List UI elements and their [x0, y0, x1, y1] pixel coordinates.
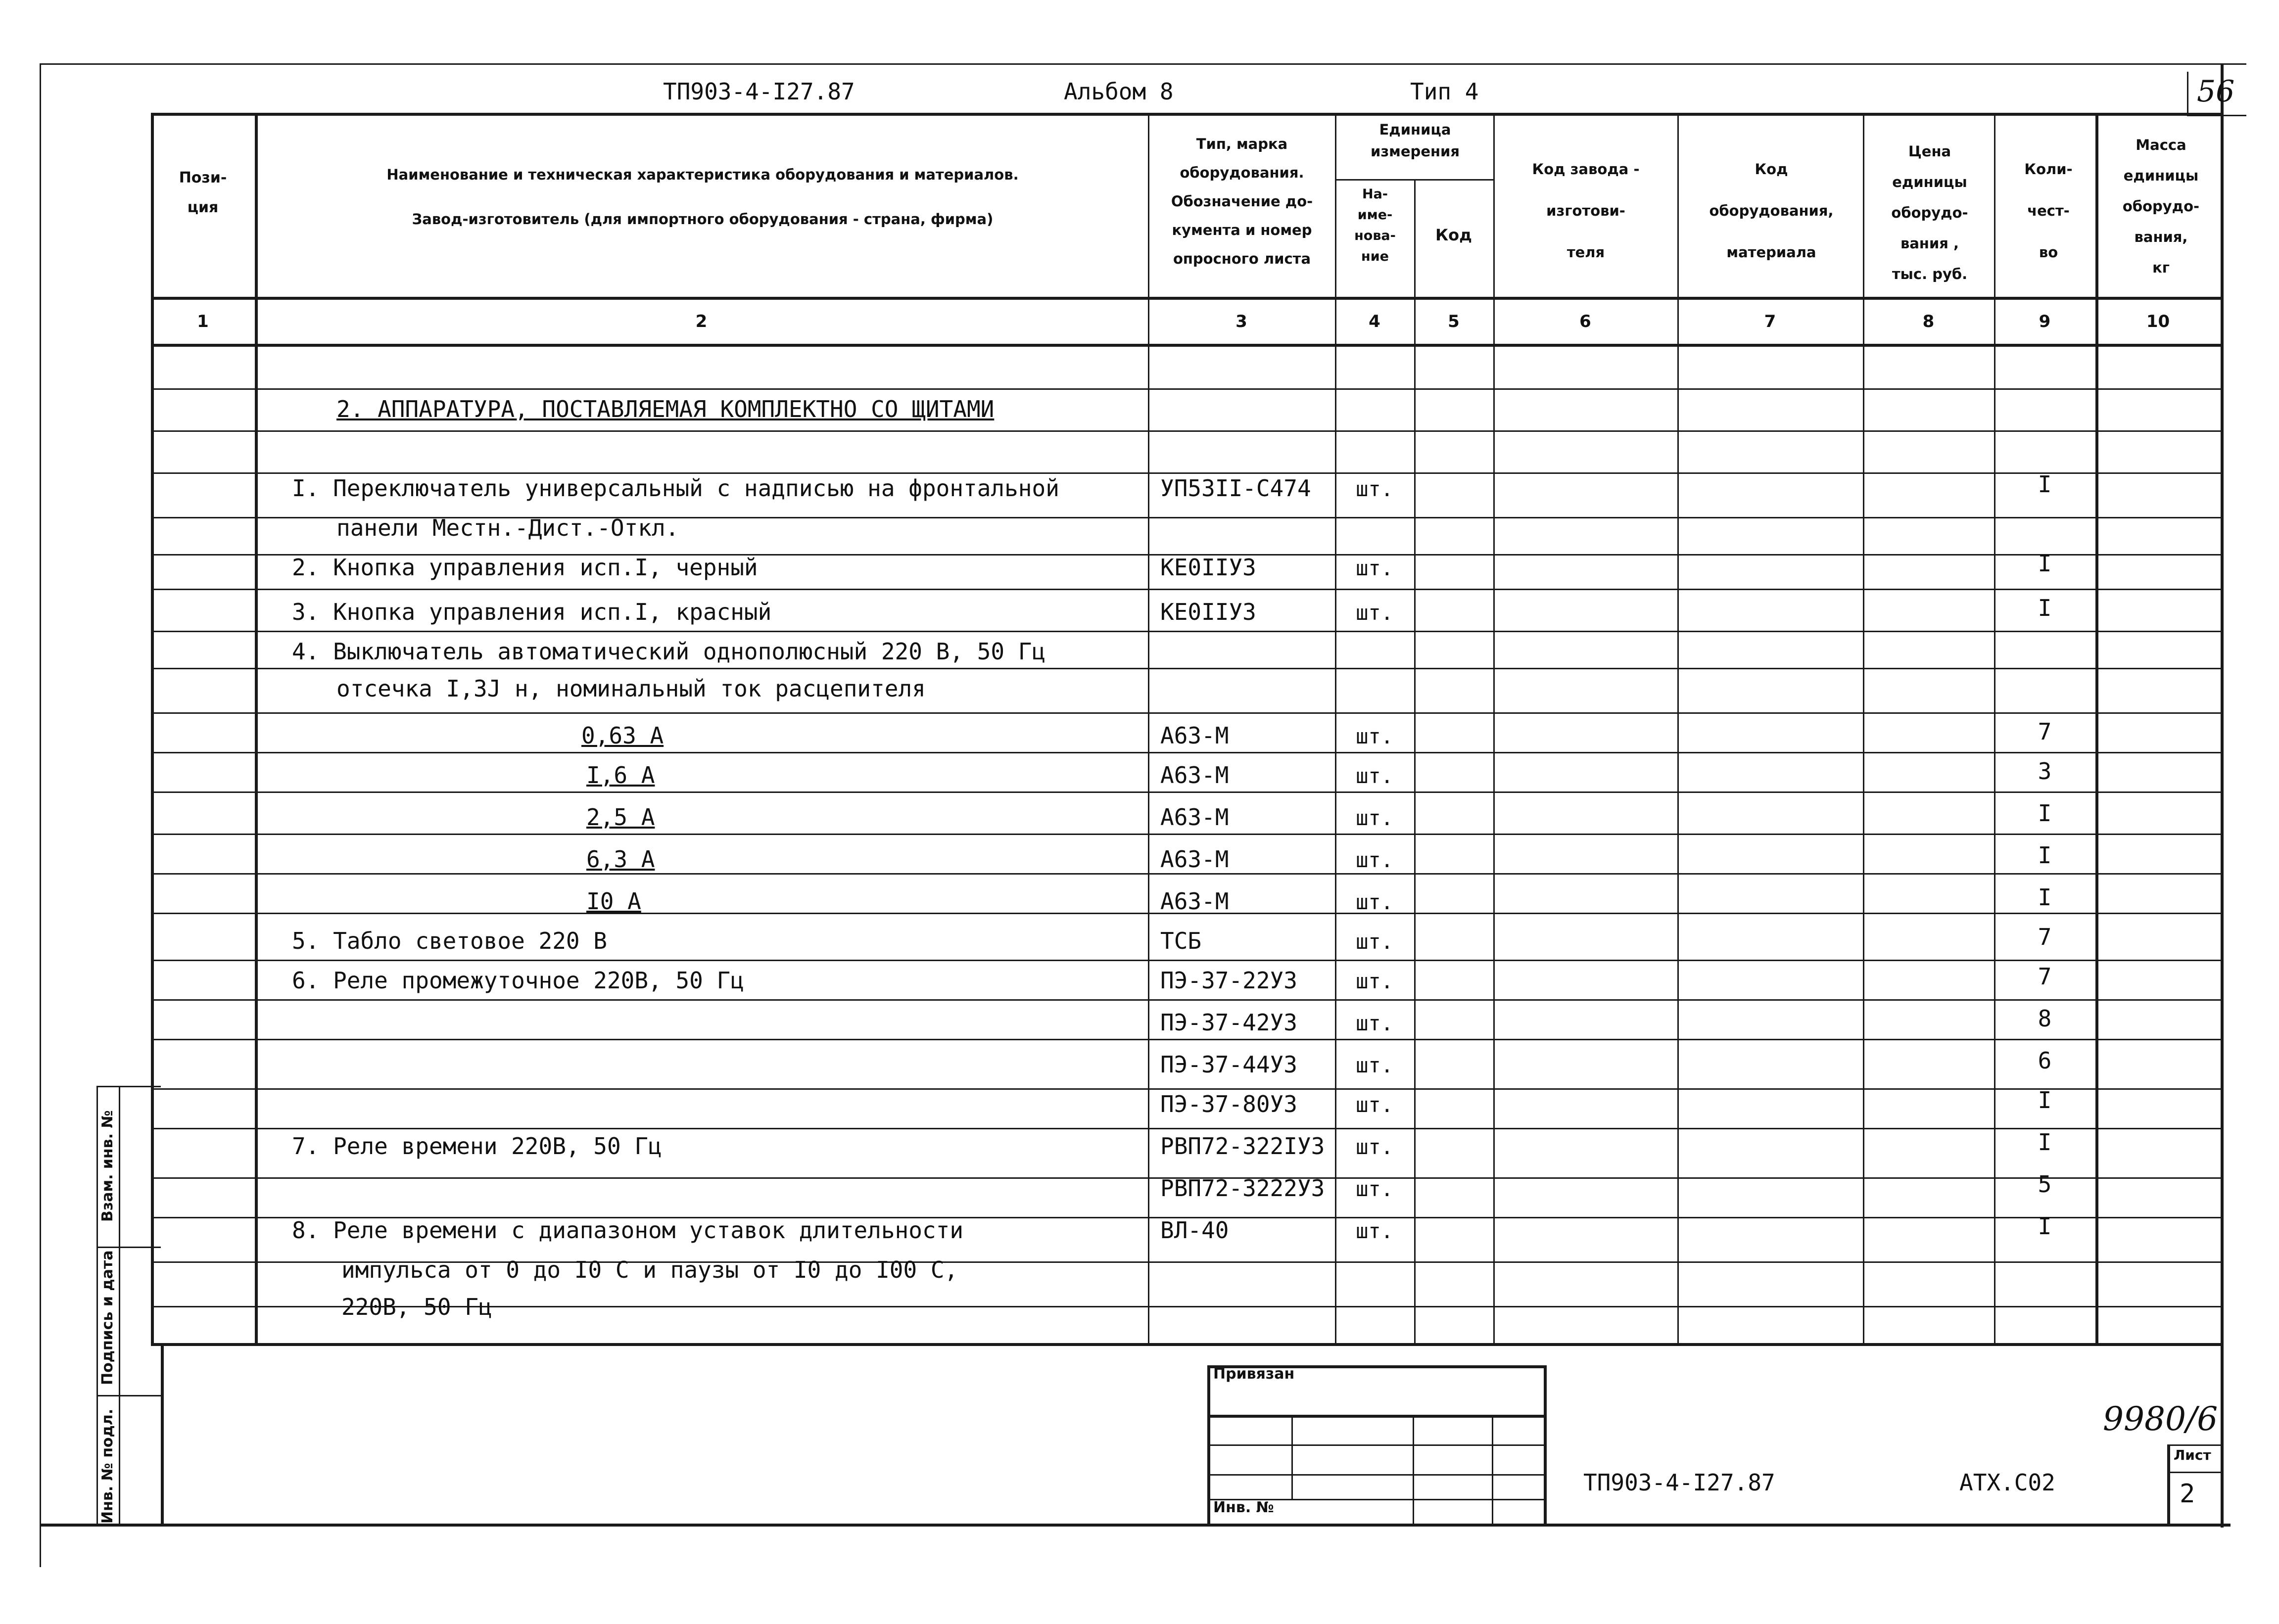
row-qty: 5	[2038, 1171, 2052, 1198]
col-line	[2221, 113, 2224, 1343]
row-type: КЕ0IIУЗ	[1160, 554, 1256, 581]
col-line	[1677, 113, 1679, 1343]
side-box-line	[96, 1395, 161, 1396]
stamp-line	[1207, 1444, 1544, 1446]
row-unit: шт.	[1356, 1053, 1393, 1077]
row-line	[151, 631, 2221, 632]
row-qty: 7	[2038, 718, 2052, 745]
row-type: А63-М	[1160, 846, 1229, 873]
bottom-frame-line	[40, 1524, 2231, 1527]
col-line	[1863, 113, 1864, 1343]
row-name: импульса от 0 до I0 С и паузы от I0 до I00 С,	[341, 1256, 958, 1283]
stamp-sheet-label: Лист	[2174, 1447, 2211, 1463]
stamp-doc-code: ТП903-4-I27.87	[1583, 1469, 1775, 1496]
side-box-left	[96, 1086, 98, 1524]
row-line	[151, 712, 2221, 714]
row-unit: шт.	[1356, 1093, 1393, 1117]
frame-top	[40, 63, 2246, 65]
row-unit: шт.	[1356, 969, 1393, 993]
row-type: РВП72-322IУЗ	[1160, 1133, 1325, 1160]
row-line	[151, 472, 2221, 474]
row-line	[151, 752, 2221, 753]
column-number: 3	[1235, 312, 1247, 331]
row-type: ПЭ-37-22УЗ	[1160, 967, 1297, 994]
column-number: 6	[1579, 312, 1591, 331]
stamp-col	[1291, 1415, 1293, 1499]
stamp-sheet-code: АТХ.С02	[1959, 1469, 2055, 1496]
page-number: 56	[2197, 74, 2235, 109]
row-type: ПЭ-37-80УЗ	[1160, 1091, 1297, 1117]
header-position: Пози- ция	[179, 169, 227, 216]
row-line	[151, 668, 2221, 669]
row-name: I0 А	[586, 888, 641, 915]
row-type: А63-М	[1160, 722, 1229, 749]
row-unit: шт.	[1356, 1177, 1393, 1201]
row-unit: шт.	[1356, 1011, 1393, 1035]
table-top-line	[151, 113, 2221, 116]
row-qty: I	[2038, 1087, 2052, 1114]
row-line	[151, 1128, 2221, 1129]
top-album: Альбом 8	[1064, 78, 1174, 105]
row-name: 2. Кнопка управления исп.I, черный	[292, 554, 758, 581]
column-number: 2	[695, 312, 708, 331]
col-line	[255, 113, 258, 1343]
row-unit: шт.	[1356, 1135, 1393, 1159]
row-qty: 8	[2038, 1005, 2052, 1032]
column-number: 9	[2039, 312, 2051, 331]
stamp-sheet-number: 2	[2180, 1479, 2195, 1509]
row-name: 8. Реле времени с диапазоном уставок длительности	[292, 1217, 964, 1244]
row-unit: шт.	[1356, 1219, 1393, 1243]
row-unit: шт.	[1356, 929, 1393, 954]
row-qty: 3	[2038, 758, 2052, 785]
header-price: Цена единицы оборудо- вания , тыс. руб.	[1891, 143, 1968, 282]
row-name: 2,5 А	[586, 804, 655, 831]
row-unit: шт.	[1356, 764, 1393, 788]
stamp-left	[1207, 1365, 1210, 1524]
col-line	[2095, 113, 2098, 1343]
stamp-line	[1207, 1415, 1544, 1418]
header-equip-code: Код оборудования, материала	[1709, 161, 1834, 261]
row-type: УП53II-С474	[1160, 475, 1311, 502]
page-number-box-left	[2187, 72, 2188, 116]
colnum-bottom-line	[151, 344, 2221, 347]
col-line	[1414, 179, 1416, 1343]
header-unit-group: Единица измерения	[1371, 121, 1460, 160]
row-qty: I	[2038, 550, 2052, 577]
header-unit-name: На- име- нова- ние	[1354, 186, 1396, 264]
row-name: 5. Табло световое 220 В	[292, 928, 607, 954]
top-doc-code: ТП903-4-I27.87	[663, 78, 855, 105]
row-line	[151, 960, 2221, 961]
row-line	[151, 430, 2221, 432]
sheet-box-mid	[2167, 1472, 2221, 1473]
row-type: ПЭ-37-44УЗ	[1160, 1051, 1297, 1078]
side-box-line	[96, 1247, 161, 1248]
row-qty: I	[2038, 1129, 2052, 1156]
column-number: 10	[2146, 312, 2170, 331]
row-line	[151, 791, 2221, 793]
row-qty: I	[2038, 1213, 2052, 1240]
row-name: отсечка I,3J н, номинальный ток расцепителя	[336, 675, 926, 702]
row-qty: 7	[2038, 963, 2052, 990]
row-name: 4. Выключатель автоматический однополюсный 220 В, 50 Гц	[292, 638, 1046, 665]
row-unit: шт.	[1356, 848, 1393, 872]
stamp-top	[1207, 1365, 1544, 1368]
side-label-sign-date: Подпись и дата	[99, 1250, 116, 1385]
section-title: 2. АППАРАТУРА, ПОСТАВЛЯЕМАЯ КОМПЛЕКТНО СО ЩИТАМИ	[336, 396, 995, 422]
row-name: 6,3 А	[586, 846, 655, 873]
col-line	[1493, 113, 1495, 1343]
stamp-inv-label: Инв. №	[1213, 1499, 1274, 1516]
row-line	[151, 999, 2221, 1001]
stamp-col	[1492, 1415, 1493, 1524]
row-name: I. Переключатель универсальный с надписью на фронтальной	[292, 475, 1059, 502]
row-line	[151, 1039, 2221, 1040]
side-box-top	[96, 1086, 161, 1087]
stamp-line	[1207, 1474, 1544, 1476]
top-type: Тип 4	[1410, 78, 1479, 105]
row-name: 7. Реле времени 220В, 50 Гц	[292, 1133, 662, 1160]
row-unit: шт.	[1356, 556, 1393, 580]
row-qty: 7	[2038, 924, 2052, 950]
row-name: панели Местн.-Дист.-Откл.	[336, 514, 679, 541]
header-bottom-line	[151, 297, 2221, 300]
row-type: ТСБ	[1160, 928, 1202, 954]
row-name: 3. Кнопка управления исп.I, красный	[292, 599, 772, 625]
row-type: А63-М	[1160, 888, 1229, 915]
row-unit: шт.	[1356, 477, 1393, 501]
column-number: 8	[1922, 312, 1935, 331]
stamp-line	[1207, 1499, 1544, 1500]
row-qty: I	[2038, 595, 2052, 621]
column-number: 4	[1369, 312, 1380, 331]
sheet-box-top	[2167, 1444, 2221, 1446]
row-unit: шт.	[1356, 890, 1393, 914]
header-mass: Масса единицы оборудо- вания, кг	[2122, 137, 2200, 276]
row-unit: шт.	[1356, 806, 1393, 830]
column-number: 1	[197, 312, 209, 331]
stamp-bound-label: Привязан	[1213, 1365, 1295, 1383]
row-line	[151, 388, 2221, 390]
header-type: Тип, марка оборудования. Обозначение до- кумента и номер опросного листа	[1171, 136, 1313, 267]
header-name: Наименование и техническая характеристика оборудования и материалов. Завод-изготовитель (для импортного оборудования - страна, фирма)	[386, 166, 1019, 228]
side-label-inv-sub: Инв. № подл.	[99, 1408, 116, 1524]
stamp-right	[1544, 1365, 1547, 1524]
row-name: I,6 А	[586, 762, 655, 789]
row-qty: I	[2038, 471, 2052, 498]
row-name: 0,63 А	[581, 722, 664, 749]
row-line	[151, 1088, 2221, 1090]
row-qty: I	[2038, 800, 2052, 827]
stamp-col	[1413, 1415, 1414, 1524]
row-line	[151, 589, 2221, 590]
header-factory: Код завода - изготови- теля	[1532, 161, 1640, 261]
row-type: ПЭ-37-42УЗ	[1160, 1009, 1297, 1036]
side-box-divider	[119, 1086, 120, 1524]
row-name: 220В, 50 Гц	[341, 1294, 492, 1320]
row-qty: I	[2038, 842, 2052, 869]
sheet-box-left	[2167, 1444, 2170, 1524]
row-line	[151, 834, 2221, 835]
row-type: А63-М	[1160, 762, 1229, 789]
row-qty: 6	[2038, 1047, 2052, 1074]
row-type: РВП72-3222УЗ	[1160, 1175, 1325, 1202]
table-bottom-line	[151, 1343, 2221, 1346]
header-qty: Коли- чест- во	[2024, 161, 2073, 261]
header-unit-code: Код	[1435, 226, 1472, 244]
column-number: 5	[1448, 312, 1460, 331]
row-type: КЕ0IIУЗ	[1160, 599, 1256, 625]
frame-left	[40, 63, 41, 1567]
row-unit: шт.	[1356, 601, 1393, 625]
row-qty: I	[2038, 884, 2052, 911]
row-type: ВЛ-40	[1160, 1217, 1229, 1244]
column-number: 7	[1764, 312, 1776, 331]
handwritten-archive-number: 9980/6	[2103, 1400, 2218, 1438]
side-label-replace-inv: Взам. инв. №	[99, 1110, 116, 1222]
bottom-left-line	[161, 1343, 164, 1524]
col-line	[1148, 113, 1149, 1343]
row-type: А63-М	[1160, 804, 1229, 831]
row-line	[151, 873, 2221, 875]
col-line	[151, 113, 154, 1343]
row-name: 6. Реле промежуточное 220В, 50 Гц	[292, 967, 744, 994]
row-unit: шт.	[1356, 724, 1393, 748]
